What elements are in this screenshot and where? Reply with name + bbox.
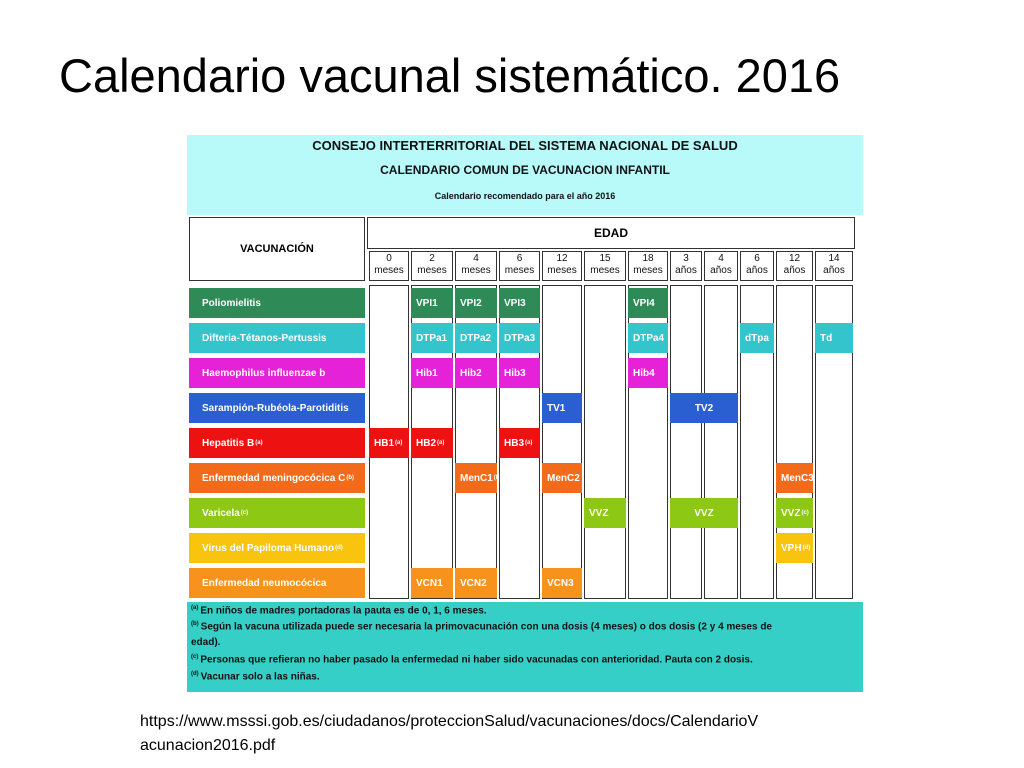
vaccine-name <box>189 428 365 458</box>
source-url[interactable] <box>140 710 900 758</box>
vaccine-name <box>189 463 365 493</box>
footnote-marker: (a) <box>191 605 199 611</box>
vaccination-calendar-figure <box>187 135 863 692</box>
age-number: 4 <box>718 253 724 264</box>
dose-cell <box>542 463 582 493</box>
age-header-2 <box>455 251 497 281</box>
dose-label: VPI2 <box>460 297 482 309</box>
footnote-line <box>191 637 220 648</box>
footnote-marker: (b) <box>191 621 199 627</box>
age-header-0 <box>369 251 409 281</box>
dose-label: Td <box>820 332 833 344</box>
vaccine-name <box>189 323 365 353</box>
dose-cell <box>740 323 774 353</box>
vaccine-footnote-ref: (b) <box>346 475 355 481</box>
dose-label: MenC2 <box>547 472 580 484</box>
dose-footnote-ref: (a) <box>437 440 445 446</box>
dose-label: VCN2 <box>460 577 487 589</box>
dose-label: DTPa3 <box>504 332 536 344</box>
dose-footnote-ref: (a) <box>395 440 403 446</box>
age-header-3 <box>499 251 540 281</box>
dose-label: MenC3 <box>781 472 814 484</box>
figure-header-calendar: CALENDARIO COMUN DE VACUNACION INFANTIL <box>380 163 670 177</box>
dose-label: HB3 <box>504 437 525 449</box>
dose-footnote-ref: (a) <box>525 440 533 446</box>
age-unit: años <box>746 265 768 276</box>
dose-footnote-ref: (d) <box>802 545 811 551</box>
dose-cell <box>455 323 497 353</box>
dose-label: Hib4 <box>633 367 655 379</box>
age-header-11 <box>815 251 853 281</box>
dose-label: VCN1 <box>416 577 443 589</box>
footnote-marker: (d) <box>191 671 199 677</box>
age-column-4 <box>542 285 582 599</box>
age-unit: años <box>823 265 845 276</box>
vaccine-name-text: Enfermedad meningocócica C <box>202 472 346 484</box>
dose-label: Hib3 <box>504 367 526 379</box>
footnotes <box>187 602 863 692</box>
dose-cell <box>499 323 540 353</box>
vaccine-name-text: Hepatitis B <box>202 437 255 449</box>
vaccine-name-text: Haemophilus influenzae b <box>202 367 326 379</box>
slide-title: Calendario vacunal sistemático. 2016 <box>59 49 841 102</box>
vaccine-name <box>189 358 365 388</box>
footnote-text: En niños de madres portadoras la pauta es de 0, 1, 6 meses. <box>200 605 487 617</box>
age-header-7 <box>670 251 702 281</box>
vaccine-name <box>189 533 365 563</box>
dose-label: Hib1 <box>416 367 438 379</box>
dose-label: TV1 <box>547 402 566 414</box>
dose-footnote-ref: (b) <box>493 475 502 481</box>
age-header-1 <box>411 251 453 281</box>
dose-label: HB2 <box>416 437 437 449</box>
age-number: 6 <box>754 253 760 264</box>
dose-label: VVZ <box>589 507 609 519</box>
dose-cell <box>542 568 582 598</box>
age-number: 3 <box>683 253 689 264</box>
dose-label: VPI3 <box>504 297 526 309</box>
vaccine-name-text: Virus del Papiloma Humano <box>202 542 335 554</box>
dose-label: dTpa <box>745 332 769 344</box>
age-unit: meses <box>504 265 535 276</box>
age-number: 4 <box>473 253 479 264</box>
vacunacion-header: VACUNACIÓN <box>189 217 365 281</box>
dose-cell <box>411 568 453 598</box>
dose-label: VPI1 <box>416 297 438 309</box>
dose-footnote-ref: (c) <box>801 510 809 516</box>
age-unit: meses <box>461 265 491 276</box>
dose-cell <box>499 288 540 318</box>
footnote-line <box>191 621 772 632</box>
dose-cell <box>670 393 738 423</box>
vaccine-name <box>189 393 365 423</box>
source-url-line-1: https://www.msssi.gob.es/ciudadanos/proteccionSalud/vacunaciones/docs/CalendarioV <box>140 713 759 730</box>
age-header-8 <box>704 251 738 281</box>
age-unit: años <box>710 265 732 276</box>
dose-label: VVZ <box>694 507 714 519</box>
dose-cell <box>455 568 497 598</box>
dose-cell <box>815 323 853 353</box>
age-number: 6 <box>516 253 523 264</box>
age-number: 15 <box>599 253 611 264</box>
footnote-line <box>191 671 320 682</box>
dose-cell <box>411 323 453 353</box>
dose-label: DTPa2 <box>460 332 492 344</box>
age-unit: años <box>783 265 806 276</box>
dose-cell <box>411 288 453 318</box>
dose-label: HB1 <box>374 437 395 449</box>
dose-cell <box>776 533 813 563</box>
dose-label: TV2 <box>694 402 714 414</box>
age-number: 14 <box>828 253 840 264</box>
age-header-4 <box>542 251 582 281</box>
vaccine-name <box>189 288 365 318</box>
vaccine-name-text: Varicela <box>202 507 240 519</box>
age-header-10 <box>776 251 813 281</box>
dose-cell <box>628 323 668 353</box>
dose-cell <box>499 358 540 388</box>
vaccine-footnote-ref: (d) <box>335 545 343 551</box>
dose-cell <box>542 393 582 423</box>
age-number: 2 <box>429 253 435 264</box>
dose-label: VPH <box>781 542 802 554</box>
vaccine-name-text: Poliomielitis <box>202 297 261 309</box>
dose-cell <box>776 463 813 493</box>
footnote-text: Según la vacuna utilizada puede ser necesaria la primovacunación con una dosis (4 meses) o dos dosis (2 y 4 meses de <box>200 621 772 633</box>
age-number: 12 <box>556 253 568 264</box>
dose-cell <box>584 498 626 528</box>
age-unit: meses <box>374 265 404 276</box>
age-unit: meses <box>590 265 620 276</box>
vaccine-footnote-ref: (c) <box>240 510 249 516</box>
vaccine-name-text: Enfermedad neumocócica <box>202 577 327 589</box>
dose-cell <box>628 288 668 318</box>
dose-cell <box>369 428 409 458</box>
age-number: 12 <box>788 253 801 264</box>
dose-cell <box>776 498 813 528</box>
source-url-line-2: acunacion2016.pdf <box>140 737 276 754</box>
dose-label: VPI4 <box>633 297 655 309</box>
age-number: 18 <box>642 253 654 264</box>
age-number: 0 <box>386 253 392 264</box>
age-header-5 <box>584 251 626 281</box>
dose-label: Hib2 <box>460 367 482 379</box>
vaccine-name <box>189 498 365 528</box>
age-column-8 <box>704 285 738 599</box>
footnote-text: Vacunar solo a las niñas. <box>200 671 320 683</box>
edad-header: EDAD <box>367 217 855 249</box>
dose-cell <box>455 288 497 318</box>
footnote-line <box>191 654 753 665</box>
vaccination-table <box>187 215 863 602</box>
dose-cell <box>499 428 540 458</box>
age-column-7 <box>670 285 702 599</box>
figure-header-council: CONSEJO INTERTERRITORIAL DEL SISTEMA NACIONAL DE SALUD <box>312 138 738 153</box>
age-unit: meses <box>547 265 577 276</box>
vaccine-name-text: Sarampión-Rubéola-Parotiditis <box>202 402 349 414</box>
dose-cell <box>670 498 738 528</box>
age-header-9 <box>740 251 774 281</box>
dose-label: VCN3 <box>547 577 574 589</box>
vaccine-name-text: Difteria-Tétanos-Pertussis <box>202 332 327 344</box>
dose-label: VVZ <box>781 507 801 519</box>
age-unit: meses <box>633 265 663 276</box>
age-unit: meses <box>417 265 447 276</box>
dose-label: MenC1 <box>460 472 493 484</box>
dose-cell <box>455 463 502 493</box>
age-header-6 <box>628 251 668 281</box>
dose-label: DTPa4 <box>633 332 665 344</box>
footnote-line <box>191 605 487 616</box>
age-unit: años <box>675 265 697 276</box>
dose-cell <box>411 358 453 388</box>
footnote-marker: (c) <box>191 654 199 660</box>
dose-cell <box>411 428 453 458</box>
footnote-text: edad). <box>191 637 221 648</box>
dose-label: DTPa1 <box>416 332 448 344</box>
figure-header-year: Calendario recomendado para el año 2016 <box>434 191 616 201</box>
dose-cell <box>628 358 668 388</box>
dose-cell <box>455 358 497 388</box>
footnote-text: Personas que refieran no haber pasado la enfermedad ni haber sido vacunadas con anterioridad. Pauta con 2 dosis. <box>200 654 753 666</box>
vaccine-name <box>189 568 365 598</box>
age-column-5 <box>584 285 626 599</box>
vaccine-footnote-ref: (a) <box>255 440 263 446</box>
